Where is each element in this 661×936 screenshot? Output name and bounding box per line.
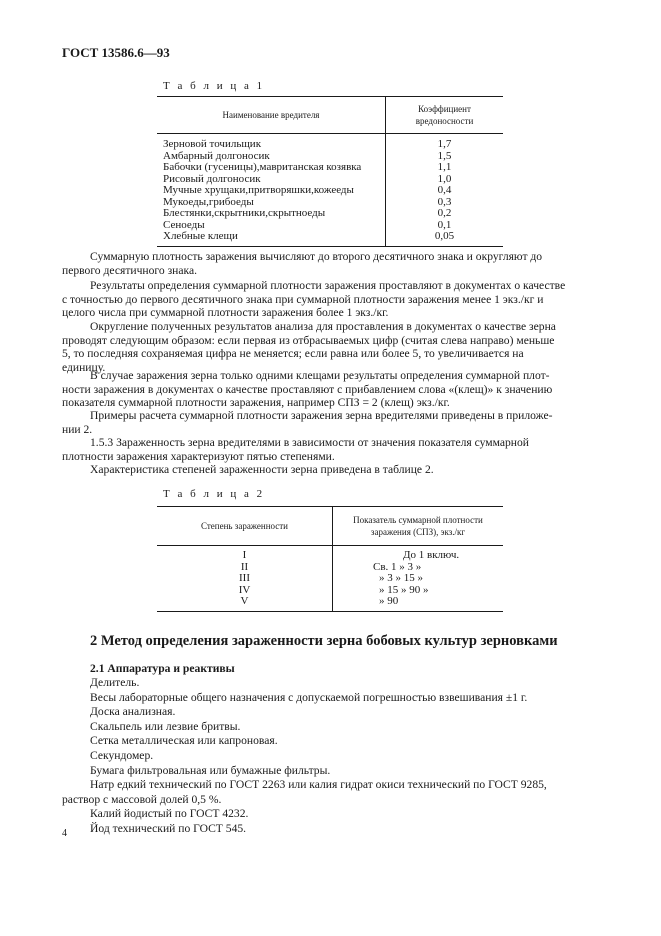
table-row: Сеноеды bbox=[163, 218, 205, 231]
table2 bbox=[157, 506, 503, 612]
table-row: III bbox=[239, 572, 250, 584]
list-item: Йод технический по ГОСТ 545. bbox=[90, 821, 247, 835]
table1 bbox=[157, 96, 503, 247]
table-row: Рисовый долгоносик bbox=[163, 172, 261, 185]
document-header: ГОСТ 13586.6—93 bbox=[62, 45, 170, 60]
table-row: Амбарный долгоносик bbox=[163, 149, 270, 162]
table-row: Блестянки,скрытники,скрытноеды bbox=[163, 207, 326, 219]
list-item: Секундомер. bbox=[90, 748, 154, 762]
table2-col2-header: Показатель суммарной плотности заражения (СПЗ), экз./кг bbox=[333, 507, 504, 546]
table-row: Мукоеды,грибоеды bbox=[163, 195, 254, 208]
list-item: Скальпель или лезвие бритвы. bbox=[90, 719, 241, 733]
paragraph-1: Суммарную плотность заражения вычисляют до второго десятичного знака и округляют до первого десятичного знака. bbox=[62, 250, 543, 277]
equipment-list bbox=[62, 676, 598, 837]
list-item: Делитель. bbox=[90, 676, 140, 689]
table-row: II bbox=[240, 560, 249, 573]
table-cell: 0,4 bbox=[437, 184, 452, 196]
paragraph-4: В случае заражения зерна только одними клещами результаты определения суммарной плот- ности заражения в документах о качестве проставляют с прибавлением слова «(клещ)» к значению показателя суммарной плотности заражения, например СПЗ = 2 (клещ) экз./кг. bbox=[62, 369, 553, 410]
list-item: Натр едкий технический по ГОСТ 2263 или калия гидрат окиси технический по ГОСТ 9285, bbox=[90, 778, 547, 792]
table-cell: 0,1 bbox=[437, 218, 452, 231]
table-cell: » 90 bbox=[379, 595, 399, 607]
table1-names bbox=[157, 134, 386, 247]
table2-values bbox=[333, 546, 504, 612]
paragraph-3: Округление полученных результатов анализа для проставления в документах о качестве зерна проводят следующим образом: если первая из отбрасываемых цифр (считая слева направо) меньше 5, то последняя сохраняемая цифра не меняется; если равна или более 5, то увеличивается на единицу. bbox=[62, 320, 556, 374]
list-item: Доска анализная. bbox=[90, 705, 176, 719]
list-item-continuation: раствор с массовой долей 0,5 %. bbox=[62, 792, 222, 806]
table1-col2-header: Коэффициент вредоносности bbox=[386, 97, 504, 134]
list-item: Сетка металлическая или капроновая. bbox=[90, 734, 278, 748]
table-cell: 0,2 bbox=[437, 207, 452, 219]
table-cell: » 15 » 90 » bbox=[379, 583, 429, 596]
table-cell: » 3 » 15 » bbox=[379, 572, 423, 584]
table-cell: 0,05 bbox=[434, 230, 455, 242]
table2-degrees bbox=[157, 546, 333, 612]
table-cell: До 1 включ. bbox=[403, 549, 460, 561]
paragraph-5: Примеры расчета суммарной плотности заражения зерна вредителями приведены в приложе- нии 2. bbox=[62, 409, 553, 436]
paragraph-7: Характеристика степеней зараженности зерна приведена в таблице 2. bbox=[90, 463, 434, 476]
table-row: Бабочки (гусеницы),мавританская козявка bbox=[163, 161, 362, 173]
table-cell: Св. 1 » 3 » bbox=[373, 560, 422, 573]
list-item: Калий йодистый по ГОСТ 4232. bbox=[90, 807, 249, 821]
list-item: Весы лабораторные общего назначения с допускаемой погрешностью взвешивания ±1 г. bbox=[90, 690, 528, 704]
table-row: I bbox=[242, 549, 247, 561]
table-cell: 1,0 bbox=[437, 172, 452, 185]
table-row: V bbox=[240, 595, 249, 607]
subsection-title: 2.1 Аппаратура и реактивы bbox=[90, 662, 235, 675]
section-title: 2 Метод определения зараженности зерна бобовых культур зерновками bbox=[90, 633, 558, 649]
table-cell: 0,3 bbox=[437, 195, 452, 208]
list-item: Бумага фильтровальная или бумажные фильтры. bbox=[90, 763, 331, 777]
page-number: 4 bbox=[62, 828, 67, 839]
table2-col1-header: Степень зараженности bbox=[157, 507, 333, 546]
table1-values bbox=[386, 134, 504, 247]
table1-caption: Т а б л и ц а 1 bbox=[163, 80, 265, 92]
table-cell: 1,1 bbox=[437, 161, 452, 173]
table-row: Хлебные клещи bbox=[163, 230, 238, 242]
table-cell: 1,7 bbox=[437, 138, 452, 150]
table-row: IV bbox=[238, 583, 251, 596]
paragraph-6: 1.5.3 Зараженность зерна вредителями в зависимости от значения показателя суммарной плотности заражения характеризуют пятью степенями. bbox=[62, 436, 529, 463]
table-row: Мучные хрущаки,притворяшки,кожееды bbox=[163, 184, 354, 196]
table-cell: 1,5 bbox=[437, 149, 452, 162]
table1-col1-header: Наименование вредителя bbox=[157, 97, 386, 134]
paragraph-2: Результаты определения суммарной плотности заражения проставляют в документах о качестве с точностью до первого десятичного знака при суммарной плотности заражения менее 1 экз./кг и целого числа при суммарной плотности заражения более 1 экз./кг. bbox=[62, 279, 566, 320]
table-row: Зерновой точильщик bbox=[163, 138, 262, 150]
table2-caption: Т а б л и ц а 2 bbox=[163, 488, 265, 500]
